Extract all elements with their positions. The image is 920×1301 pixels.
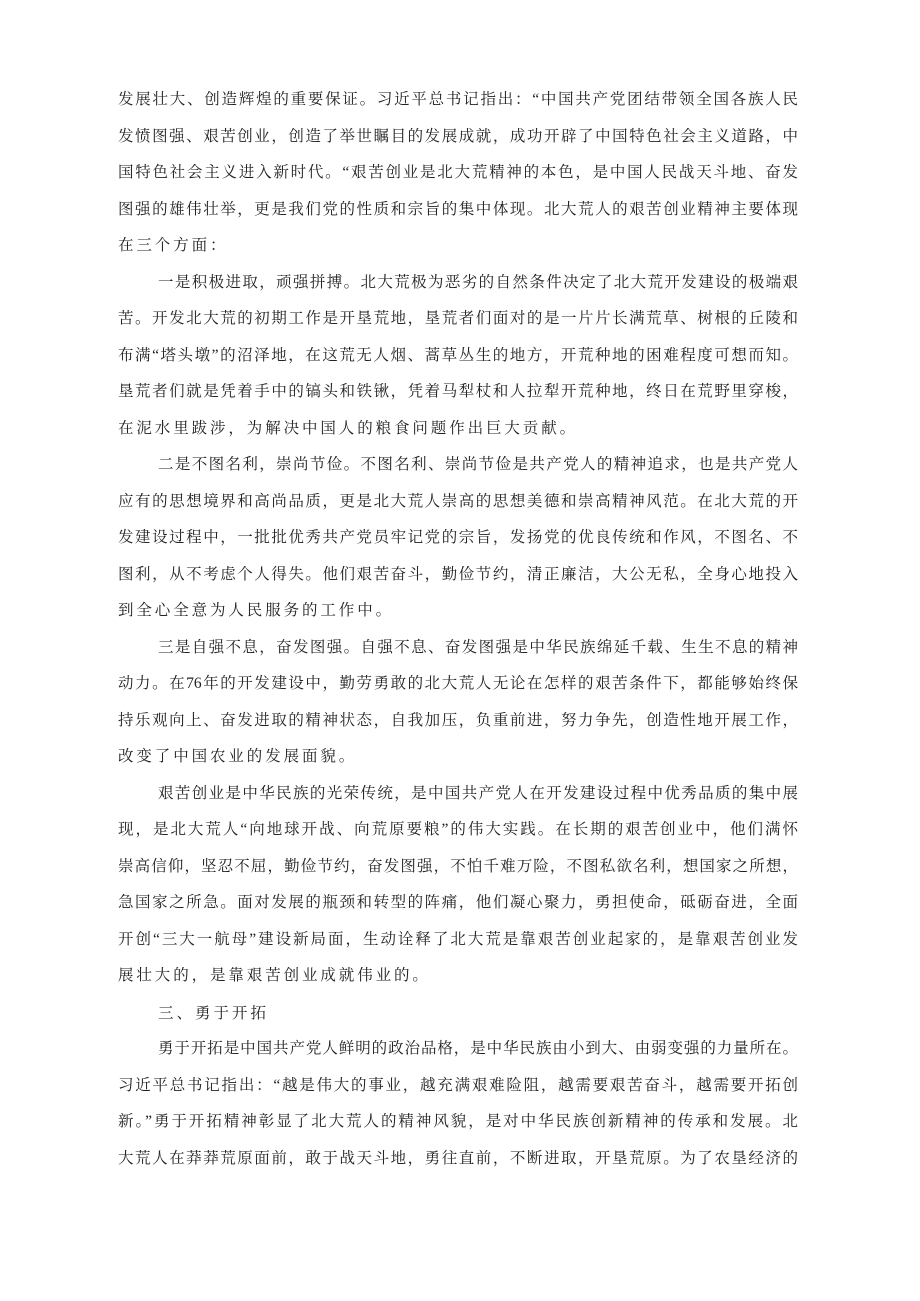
text-line: 三是自强不息，奋发图强。自强不息、奋发图强是中华民族绵延千载、生生不息的精神 xyxy=(158,638,798,656)
text-line: 图利，从不考虑个人得失。他们艰苦奋斗，勤俭节约，清正廉洁，大公无私，全身心地投入 xyxy=(118,565,798,583)
paragraph xyxy=(118,630,798,776)
text-line: 改变了中国农业的发展面貌。 xyxy=(118,748,358,765)
document-body xyxy=(118,82,798,1177)
text-line: 到全心全意为人民服务的工作中。 xyxy=(118,602,395,619)
text-line: 动力。在76年的开发建设中，勤劳勇敢的北大荒人无论在怎样的艰苦条件下，都能够始终保 xyxy=(118,675,798,692)
text-line: 发愤图强、艰苦创业，创造了举世瞩目的发展成就，成功开辟了中国特色社会主义道路，中 xyxy=(118,127,798,145)
text-line: 图强的雄伟壮举，更是我们党的性质和宗旨的集中体现。北大荒人的艰苦创业精神主要体现 xyxy=(118,200,798,218)
text-line: 大荒人在莽莽荒原面前，敢于战天斗地，勇往直前，不断进取，开垦荒原。为了农垦经济的 xyxy=(118,1149,798,1167)
text-line: 应有的思想境界和高尚品质，更是北大荒人崇高的思想美德和崇高精神风范。在北大荒的开 xyxy=(118,492,798,510)
text-line: 新。”勇于开拓精神彰显了北大荒人的精神风貌，是对中华民族创新精神的传承和发展。北 xyxy=(118,1113,798,1130)
text-line: 展壮大的，是靠艰苦创业成就伟业的。 xyxy=(118,967,431,984)
paragraph xyxy=(118,82,798,265)
text-line: 在泥水里跋涉，为解决中国人的粮食问题作出巨大贡献。 xyxy=(118,419,579,437)
text-line: 二是不图名利，崇尚节俭。不图名利、崇尚节俭是共产党人的精神追求，也是共产党人 xyxy=(158,456,798,473)
text-line: 苦。开发北大荒的初期工作是开垦荒地，垦荒者们面对的是一片片长满荒草、树根的丘陵和 xyxy=(118,310,798,327)
text-line: 一是积极进取，顽强拼搏。北大荒极为恶劣的自然条件决定了北大荒开发建设的极端艰 xyxy=(158,273,798,291)
text-line: 国特色社会主义进入新时代。“艰苦创业是北大荒精神的本色，是中国人民战天斗地、奋发 xyxy=(118,164,798,181)
paragraph xyxy=(118,776,798,995)
text-line: 布满“塔头墩”的沼泽地，在这荒无人烟、蒿草丛生的地方，开荒种地的困难程度可想而知。 xyxy=(118,346,798,364)
text-line: 在三个方面： xyxy=(118,237,229,254)
section-heading-text: 三、勇于开拓 xyxy=(158,1003,270,1022)
section-heading xyxy=(118,995,798,1032)
text-line: 垦荒者们就是凭着手中的镐头和铁锹，凭着马犁杖和人拉犁开荒种地，终日在荒野里穿梭， xyxy=(118,383,798,400)
text-line: 崇高信仰，坚忍不屈，勤俭节约，奋发图强，不怕千难万险，不图私欲名利，想国家之所想， xyxy=(118,857,798,875)
text-line: 发建设过程中，一批批优秀共产党员牢记党的宗旨，发扬党的优良传统和作风，不图名、不 xyxy=(118,529,798,546)
text-line: 开创“三大一航母”建设新局面，生动诠释了北大荒是靠艰苦创业起家的，是靠艰苦创业发 xyxy=(118,930,798,948)
paragraph xyxy=(118,447,798,630)
text-line: 现，是北大荒人“向地球开战、向荒原要粮”的伟大实践。在长期的艰苦创业中，他们满怀 xyxy=(118,821,798,838)
text-line: 持乐观向上、奋发进取的精神状态，自我加压，负重前进，努力争先，创造性地开展工作， xyxy=(118,711,798,729)
paragraph xyxy=(118,265,798,448)
text-line: 发展壮大、创造辉煌的重要保证。习近平总书记指出：“中国共产党团结带领全国各族人民 xyxy=(118,91,798,108)
text-line: 急国家之所急。面对发展的瓶颈和转型的阵痛，他们凝心聚力，勇担使命，砥砺奋进，全面 xyxy=(118,894,798,911)
text-line: 艰苦创业是中华民族的光荣传统，是中国共产党人在开发建设过程中优秀品质的集中展 xyxy=(158,784,798,802)
paragraph xyxy=(118,1031,798,1177)
text-line: 习近平总书记指出：“越是伟大的事业，越充满艰难险阻，越需要艰苦奋斗，越需要开拓创 xyxy=(118,1076,798,1094)
text-line: 勇于开拓是中国共产党人鲜明的政治品格，是中华民族由小到大、由弱变强的力量所在。 xyxy=(158,1040,798,1057)
